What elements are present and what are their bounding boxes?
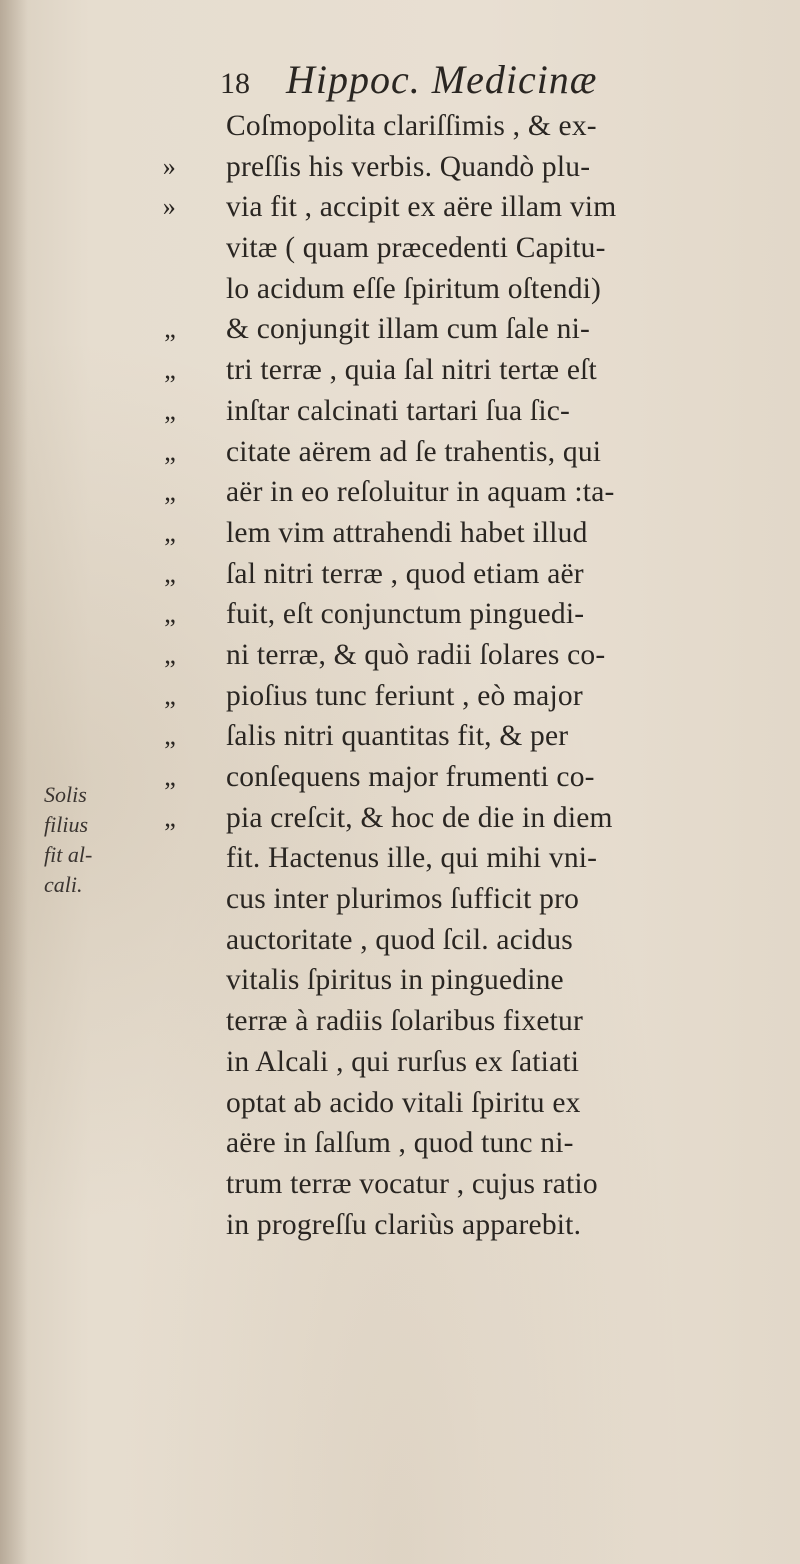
line-text: cus inter plurimos ſufficit pro (226, 883, 580, 916)
text-line (196, 228, 796, 269)
line-text: fit. Hactenus ille, qui mihi vni- (226, 842, 598, 875)
text-line (196, 838, 796, 879)
line-text: vitæ ( quam præcedenti Capitu- (226, 232, 606, 265)
line-text: preſſis his verbis. Quandò plu- (226, 150, 591, 183)
text-line (196, 106, 796, 147)
binding-shadow (0, 0, 28, 1564)
line-text: pia creſcit, & hoc de die in diem (226, 801, 613, 834)
text-line (196, 1001, 796, 1042)
text-line (164, 798, 796, 839)
margin-note-line: filius (44, 812, 89, 837)
line-text: via fit , accipit ex aëre illam vim (226, 191, 617, 224)
line-text: in progreſſu clariùs apparebit. (226, 1208, 582, 1241)
text-line (164, 594, 796, 635)
line-text: optat ab acido vitali ſpiritu ex (226, 1086, 581, 1119)
text-line (196, 879, 796, 920)
text-line (164, 350, 796, 391)
line-text: aër in eo reſoluitur in aquam :ta- (226, 476, 615, 509)
quotation-mark: „ (164, 558, 176, 588)
quotation-mark: „ (164, 680, 176, 710)
text-line (196, 269, 796, 310)
line-text: aëre in ſalſum , quod tunc ni- (226, 1127, 574, 1160)
line-text: ſalis nitri quantitas fit, & per (226, 720, 569, 753)
line-text: tri terræ , quia ſal nitri tertæ eſt (226, 354, 597, 387)
quotation-mark: „ (164, 314, 176, 344)
text-line (164, 757, 796, 798)
line-text: auctoritate , quod ſcil. acidus (226, 923, 573, 956)
line-text: & conjungit illam cum ſale ni- (226, 313, 591, 346)
line-text: Coſmopolita clariſſimis , & ex- (226, 110, 597, 142)
text-line (164, 309, 796, 350)
quotation-mark: „ (164, 599, 176, 629)
text-line (196, 1205, 796, 1246)
text-line (164, 716, 796, 757)
margin-note-line: fit al- (44, 842, 93, 867)
quotation-mark: „ (164, 436, 176, 466)
line-text: conſequens major frumenti co- (226, 761, 595, 793)
line-text: lo acidum eſſe ſpiritum oſtendi) (226, 272, 602, 305)
body-text (162, 106, 796, 1245)
line-text: inſtar calcinati tartari ſua ſic- (226, 394, 571, 427)
quotation-mark: „ (164, 355, 176, 385)
line-text: fuit, eſt conjunctum pinguedi- (226, 598, 585, 631)
quotation-mark: „ (164, 517, 176, 547)
quotation-mark: „ (164, 762, 176, 791)
text-line (164, 513, 796, 554)
margin-note (44, 780, 134, 900)
text-line (164, 676, 796, 717)
page-number: 18 (220, 67, 250, 100)
quotation-mark: „ (164, 395, 176, 425)
line-text: lem vim attrahendi habet illud (226, 516, 588, 549)
line-text: in Alcali , qui rurſus ex ſatiati (226, 1045, 580, 1078)
text-line (196, 920, 796, 961)
line-text: trum terræ vocatur , cujus ratio (226, 1167, 598, 1200)
text-line (164, 635, 796, 676)
line-text: ſal nitri terræ , quod etiam aër (226, 557, 584, 590)
text-line (164, 554, 796, 595)
line-text: vitalis ſpiritus in pinguedine (226, 964, 564, 997)
line-text: ni terræ, & quò radii ſolares co- (226, 638, 606, 671)
text-line (162, 147, 796, 188)
page-header (220, 56, 598, 106)
text-line (162, 187, 796, 228)
quotation-mark: „ (164, 802, 176, 832)
quotation-mark: „ (164, 639, 176, 669)
quotation-mark: » (162, 192, 176, 222)
text-line (164, 432, 796, 473)
text-line (196, 1083, 796, 1124)
text-line (164, 391, 796, 432)
text-line (196, 1123, 796, 1164)
line-text: pioſius tunc feriunt , eò major (226, 679, 583, 712)
text-line (164, 472, 796, 513)
line-text: terræ à radiis ſolaribus fixetur (226, 1005, 584, 1038)
text-line (196, 1164, 796, 1205)
quotation-mark: „ (164, 721, 176, 751)
running-title: Hippoc. Medicinæ (286, 57, 598, 102)
text-line (196, 960, 796, 1001)
line-text: citate aërem ad ſe trahentis, qui (226, 435, 602, 468)
quotation-mark: » (162, 151, 176, 181)
margin-note-line: cali. (44, 872, 83, 897)
margin-note-line: Solis (44, 782, 87, 807)
text-line (196, 1042, 796, 1083)
quotation-mark: „ (164, 477, 176, 507)
